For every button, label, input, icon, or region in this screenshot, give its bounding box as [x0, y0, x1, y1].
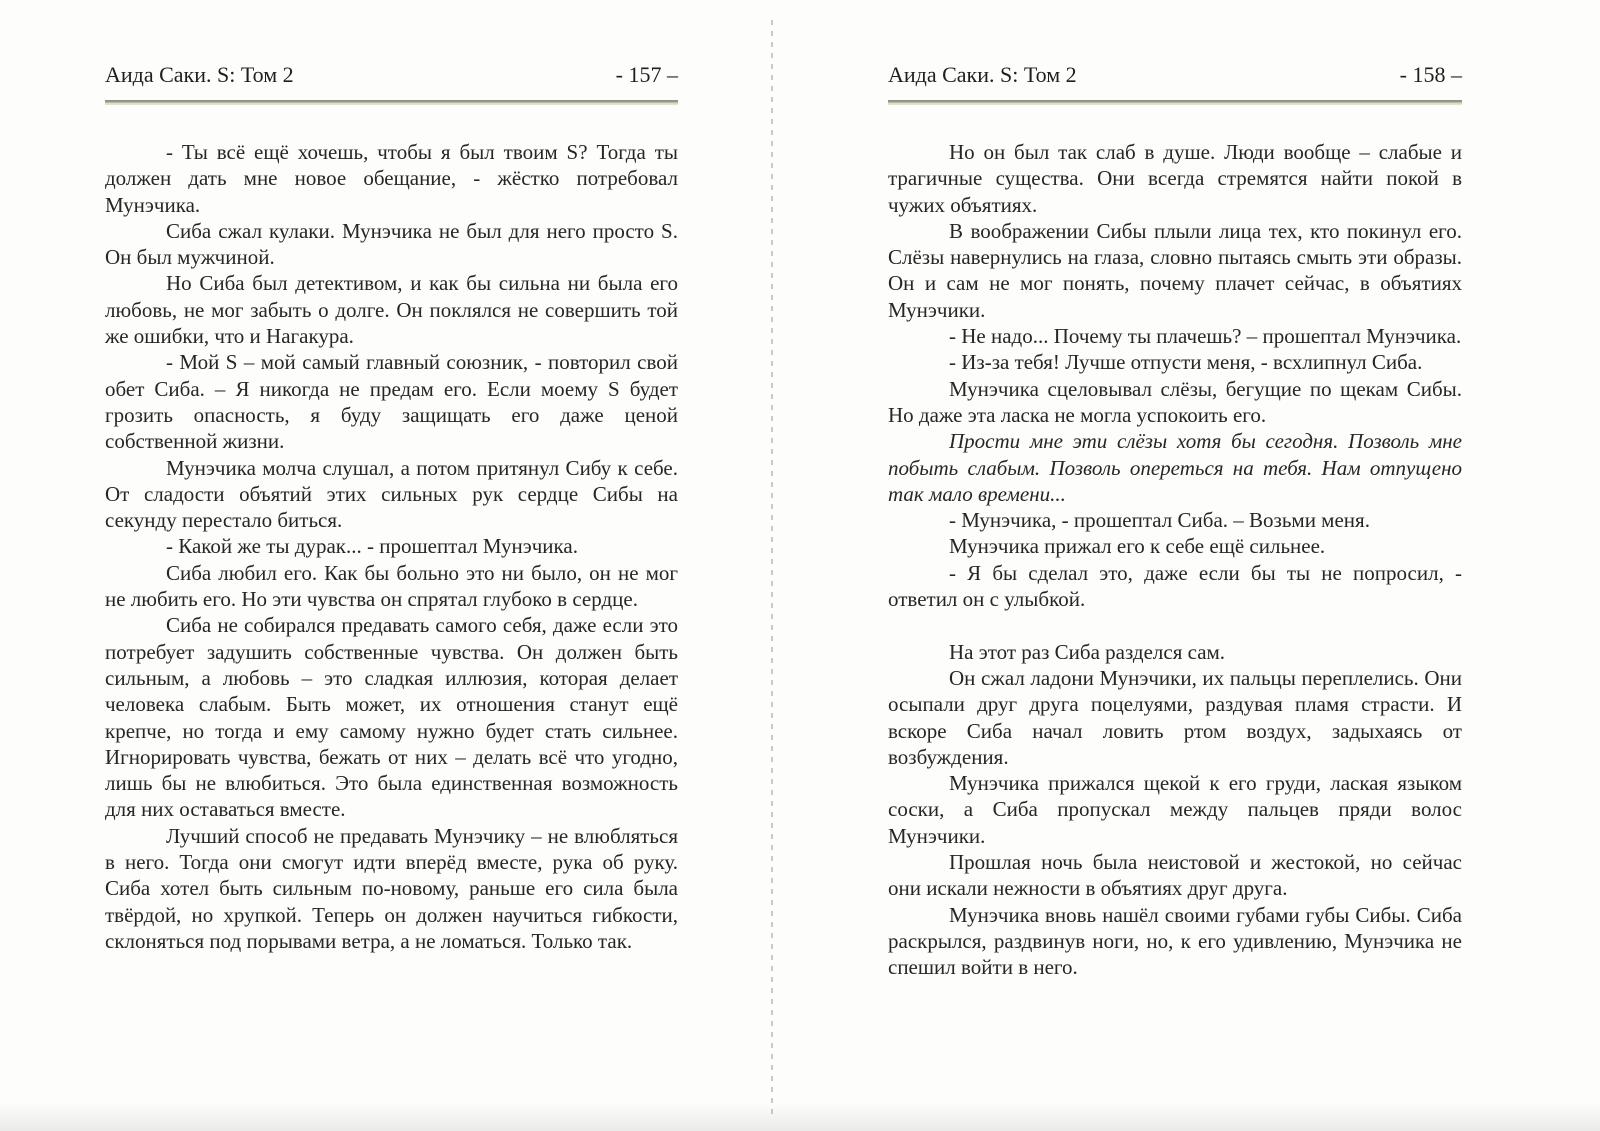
paragraph: Лучший способ не предавать Мунэчику – не влюбляться в него. Тогда они смогут идти вперёд вместе, рука об руку. Сиба хотел быть сильным по-новому, раньше его сила была твёрдой, но хрупкой. Теперь он должен научиться гибкости, склоняться под порывами ветра, а не ломаться. Только так.	[105, 823, 678, 953]
paragraph: - Мунэчика, - прошептал Сиба. – Возьми меня.	[949, 508, 1370, 533]
right-page-body	[888, 139, 1462, 981]
header-rule	[105, 100, 678, 105]
paragraph: Мунэчика молча слушал, а потом притянул Сибу к себе. От сладости объятий этих сильных рук сердце Сибы на секунду перестало биться.	[105, 455, 678, 533]
paragraph: Но он был так слаб в душе. Люди вообще – слабые и трагичные существа. Они всегда стремятся найти покой в чужих объятиях.	[888, 140, 1462, 217]
right-page-header	[888, 62, 1462, 88]
header-rule	[888, 100, 1462, 105]
paragraph: - Из-за тебя! Лучше отпусти меня, - всхлипнул Сиба.	[949, 350, 1423, 375]
paragraph: Сиба не собирался предавать самого себя, даже если это потребует задушить собственные чувства. Он должен быть сильным, а любовь – это сладкая иллюзия, которая делает человека слабым. Быть может, их отношения станут ещё крепче, но тогда и ему самому нужно будет стать сильнее. Игнорировать чувства, бежать от них – делать всё что угодно, лишь бы не влюбиться. Это была единственная возможность для них оставаться вместе.	[105, 613, 678, 822]
left-page-header	[105, 62, 678, 88]
paragraph: Мунэчика прижал его к себе ещё сильнее.	[949, 534, 1326, 559]
paragraph: - Какой же ты дурак... - прошептал Мунэчика.	[166, 534, 579, 559]
paragraph: - Я бы сделал это, даже если бы ты не попросил, - ответил он с улыбкой.	[888, 560, 1462, 612]
left-page	[105, 0, 678, 1131]
paragraph: Он сжал ладони Мунэчики, их пальцы переплелись. Они осыпали друг друга поцелуями, раздувая пламя страсти. И вскоре Сиба начал ловить ртом воздух, задыхаясь от возбуждения.	[888, 665, 1462, 769]
paragraph: - Не надо... Почему ты плачешь? – прошептал Мунэчика.	[949, 324, 1462, 349]
running-title: Аида Саки. S: Том 2	[888, 62, 1077, 87]
paragraph: В воображении Сибы плыли лица тех, кто покинул его. Слёзы навернулись на глаза, словно пытаясь смыть эти образы. Он и сам не мог понять, почему плачет сейчас, в объятиях Мунэчики.	[888, 218, 1462, 322]
paragraph: - Мой S – мой самый главный союзник, - повторил свой обет Сиба. – Я никогда не предам его. Если моему S будет грозить опасность, я буду защищать его даже ценой собственной жизни.	[105, 350, 678, 454]
left-page-body	[105, 139, 678, 954]
paragraph: Мунэчика вновь нашёл своими губами губы Сибы. Сиба раскрылся, раздвинув ноги, но, к его удивлению, Мунэчика не спешил войти в него.	[888, 902, 1462, 980]
running-title: Аида Саки. S: Том 2	[105, 62, 294, 87]
paragraph: Сиба любил его. Как бы больно это ни было, он не мог не любить его. Но эти чувства он спрятал глубоко в сердце.	[105, 560, 678, 612]
paragraph: - Ты всё ещё хочешь, чтобы я был твоим S? Тогда ты должен дать мне новое обещание, - жёстко потребовал Мунэчика.	[105, 140, 678, 217]
right-page	[888, 0, 1462, 1131]
paragraph: Прошлая ночь была неистовой и жестокой, но сейчас они искали нежности в объятиях друг друга.	[888, 850, 1462, 901]
spread-divider	[771, 20, 773, 1120]
paragraph: На этот раз Сиба разделся сам.	[949, 639, 1226, 664]
page-number: - 157 –	[615, 62, 678, 87]
paragraph: Прости мне эти слёзы хотя бы сегодня. Позволь мне побыть слабым. Позволь опереться на тебя. Нам отпущено так мало времени...	[888, 429, 1462, 506]
page-number: - 158 –	[1399, 62, 1462, 87]
paragraph: Мунэчика сцеловывал слёзы, бегущие по щекам Сибы. Но даже эта ласка не могла успокоить его.	[888, 376, 1462, 427]
paragraph: Сиба сжал кулаки. Мунэчика не был для него просто S. Он был мужчиной.	[105, 218, 678, 270]
paragraph: Мунэчика прижался щекой к его груди, лаская языком соски, а Сиба пропускал между пальцев пряди волос Мунэчики.	[888, 771, 1462, 848]
paragraph: Но Сиба был детективом, и как бы сильна ни была его любовь, не мог забыть о долге. Он поклялся не совершить той же ошибки, что и Нагакура.	[105, 271, 678, 349]
